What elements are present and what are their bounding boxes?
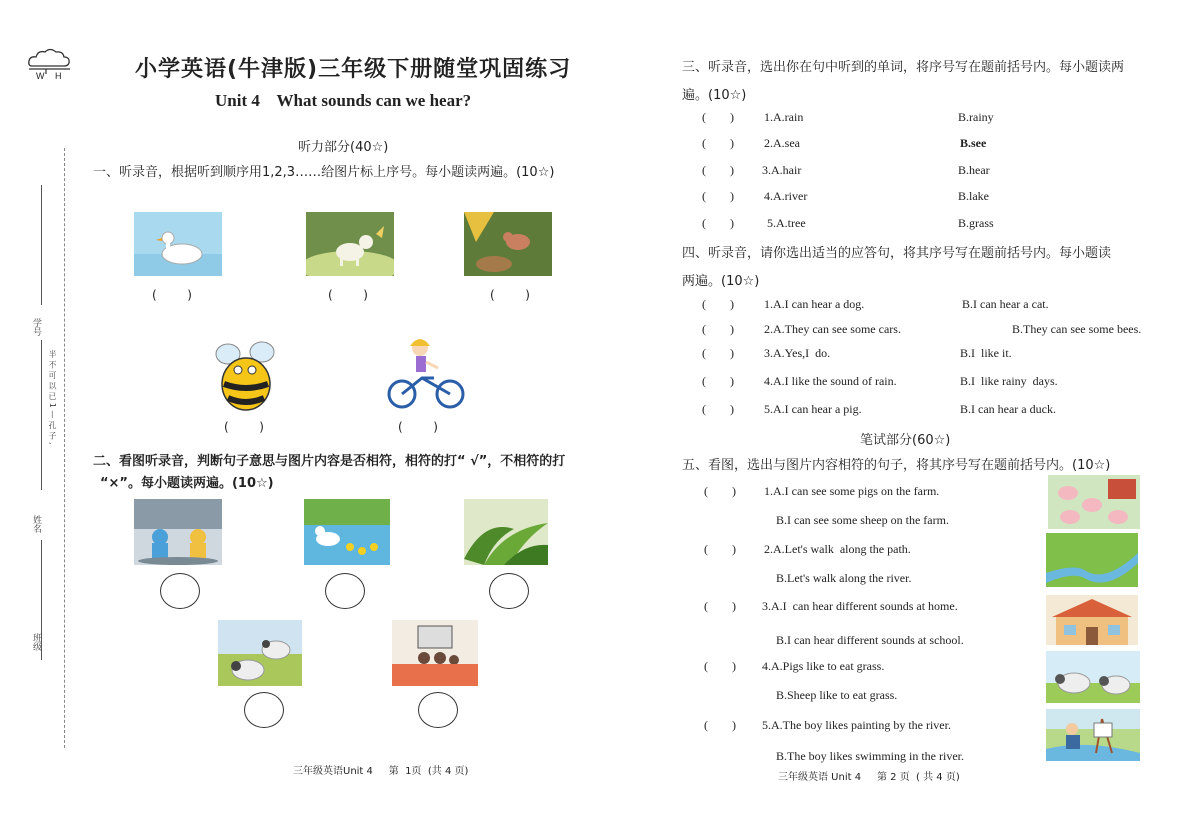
q4-option-b: B.I like it. (960, 346, 1012, 360)
river-picture (1046, 533, 1138, 587)
q5-option-a: 2.A.Let's walk along the path. (764, 542, 911, 556)
q5-option-b: B.I can see some sheep on the farm. (776, 513, 949, 527)
q4-option-a: 4.A.I like the sound of rain. (764, 374, 897, 388)
q4-instruction-line2: 两遍。(10☆) (682, 274, 760, 289)
q1-blank-2[interactable]: ( ) (328, 288, 368, 302)
q3-paren[interactable]: ( ) (702, 163, 734, 177)
margin-xuehao-label: 学号 (31, 318, 41, 336)
ducks-river-picture (304, 499, 390, 565)
q4-option-b: B.They can see some bees. (1012, 322, 1142, 336)
q5-paren[interactable]: ( ) (704, 659, 736, 673)
q3-option-b: B.see (960, 136, 987, 150)
sheep-grass-picture (1046, 651, 1140, 703)
school-picture (1046, 595, 1138, 645)
q5-paren[interactable]: ( ) (704, 718, 736, 732)
written-heading: 笔试部分(60☆) (860, 433, 951, 448)
q1-blank-4[interactable]: ( ) (224, 420, 264, 434)
q3-option-b: B.rainy (958, 110, 994, 124)
q4-option-a: 1.A.I can hear a dog. (764, 297, 865, 311)
boy-painting-picture (1046, 709, 1140, 761)
dog-picture (306, 212, 394, 276)
q3-paren[interactable]: ( ) (702, 110, 734, 124)
q5-option-b: B.I can hear different sounds at school. (776, 633, 964, 647)
margin-class-label: 班级 (31, 633, 41, 651)
listening-heading: 听力部分(40☆) (298, 140, 389, 155)
q3-instruction-line2: 遍。(10☆) (682, 88, 747, 103)
q5-paren[interactable]: ( ) (704, 542, 736, 556)
q4-option-b: B.I can hear a cat. (962, 297, 1049, 311)
q5-option-a: 3.A.I can hear different sounds at home. (762, 599, 958, 613)
sheep-picture (218, 620, 302, 686)
q4-paren[interactable]: ( ) (702, 322, 734, 336)
pigs-picture (1048, 475, 1140, 529)
q3-instruction-line1: 三、听录音，选出你在句中听到的单词，将序号写在题前括号内。每小题读两 (682, 60, 1125, 75)
q3-paren[interactable]: ( ) (702, 136, 734, 150)
page1-footer: 三年级英语Unit 4 第 1页 (共 4 页) (293, 766, 469, 777)
q3-row (702, 110, 734, 125)
q4-option-a: 2.A.They can see some cars. (764, 322, 901, 336)
q3-option-b: B.lake (958, 189, 989, 203)
q3-option-a: 3.A.hair (762, 163, 802, 177)
q3-option-a: 1.A.rain (764, 110, 804, 124)
q3-row (702, 189, 734, 204)
binding-line (41, 185, 42, 305)
q3-option-b: B.hear (958, 163, 990, 177)
q4-paren[interactable]: ( ) (702, 297, 734, 311)
q2-answer-circle-1[interactable] (160, 573, 200, 609)
q3-row (702, 136, 734, 151)
duck-picture (134, 212, 222, 276)
q3-option-a: 4.A.river (764, 189, 808, 203)
q5-option-a: 5.A.The boy likes painting by the river. (762, 718, 951, 732)
margin-name-label: 姓名 (31, 515, 41, 533)
q5-option-b: B.Sheep like to eat grass. (776, 688, 898, 702)
q2-instruction-line2: “×”。每小题读两遍。(10☆) (100, 476, 274, 491)
binding-dashed-line (64, 148, 65, 748)
q3-option-a: 5.A.tree (767, 216, 806, 230)
q5-option-b: B.The boy likes swimming in the river. (776, 749, 964, 763)
q5-option-b: B.Let's walk along the river. (776, 571, 912, 585)
page-title: 小学英语(牛津版)三年级下册随堂巩固练习 (135, 57, 572, 82)
q4-paren[interactable]: ( ) (702, 374, 734, 388)
q4-paren[interactable]: ( ) (702, 402, 734, 416)
q5-option-a: 1.A.I can see some pigs on the farm. (764, 484, 940, 498)
logo (26, 44, 74, 84)
q2-answer-circle-5[interactable] (418, 692, 458, 728)
unit-title: Unit 4 What sounds can we hear? (215, 91, 472, 110)
q4-option-a: 3.A.Yes,I do. (764, 346, 831, 360)
q4-option-b: B.I can hear a duck. (960, 402, 1056, 416)
girl-bike-picture (386, 334, 468, 412)
q5-instruction: 五、看图，选出与图片内容相符的句子，将其序号写在题前括号内。(10☆) (682, 458, 1111, 473)
q3-row (702, 163, 734, 178)
q3-option-a: 2.A.sea (764, 136, 800, 150)
q4-instruction-line1: 四、听录音，请你选出适当的应答句，将其序号写在题前括号内。每小题读 (682, 246, 1112, 261)
q1-instruction: 一、听录音，根据听到顺序用1,2,3……给图片标上序号。每小题读两遍。(10☆) (93, 165, 555, 180)
q1-blank-1[interactable]: ( ) (152, 288, 192, 302)
page2-footer: 三年级英语 Unit 4 第 2 页 ( 共 4 页) (778, 772, 960, 783)
q4-option-b: B.I like rainy days. (960, 374, 1058, 388)
q5-paren[interactable]: ( ) (704, 484, 736, 498)
grass-picture (464, 499, 548, 565)
q4-option-a: 5.A.I can hear a pig. (764, 402, 862, 416)
family-tv-picture (392, 620, 478, 686)
logo-letters: W H (36, 71, 66, 81)
q3-row (702, 216, 734, 231)
q4-paren[interactable]: ( ) (702, 346, 734, 360)
q1-blank-3[interactable]: ( ) (490, 288, 530, 302)
q5-paren[interactable]: ( ) (704, 599, 736, 613)
birds-picture (464, 212, 552, 276)
bee-picture (210, 338, 282, 414)
q2-instruction-line1: 二、看图听录音，判断句子意思与图片内容是否相符，相符的打“ √”，不相符的打 (93, 454, 566, 469)
binding-line (41, 340, 42, 490)
q1-blank-5[interactable]: ( ) (398, 420, 438, 434)
margin-note: 半 不 可 以 已 1 — 孔 子 , (48, 350, 57, 445)
rainy-day-picture (134, 499, 222, 565)
q2-answer-circle-2[interactable] (325, 573, 365, 609)
q3-option-b: B.grass (958, 216, 994, 230)
q5-option-a: 4.A.Pigs like to eat grass. (762, 659, 885, 673)
q3-paren[interactable]: ( ) (702, 189, 734, 203)
q3-paren[interactable]: ( ) (702, 216, 734, 230)
q2-answer-circle-4[interactable] (244, 692, 284, 728)
q2-answer-circle-3[interactable] (489, 573, 529, 609)
